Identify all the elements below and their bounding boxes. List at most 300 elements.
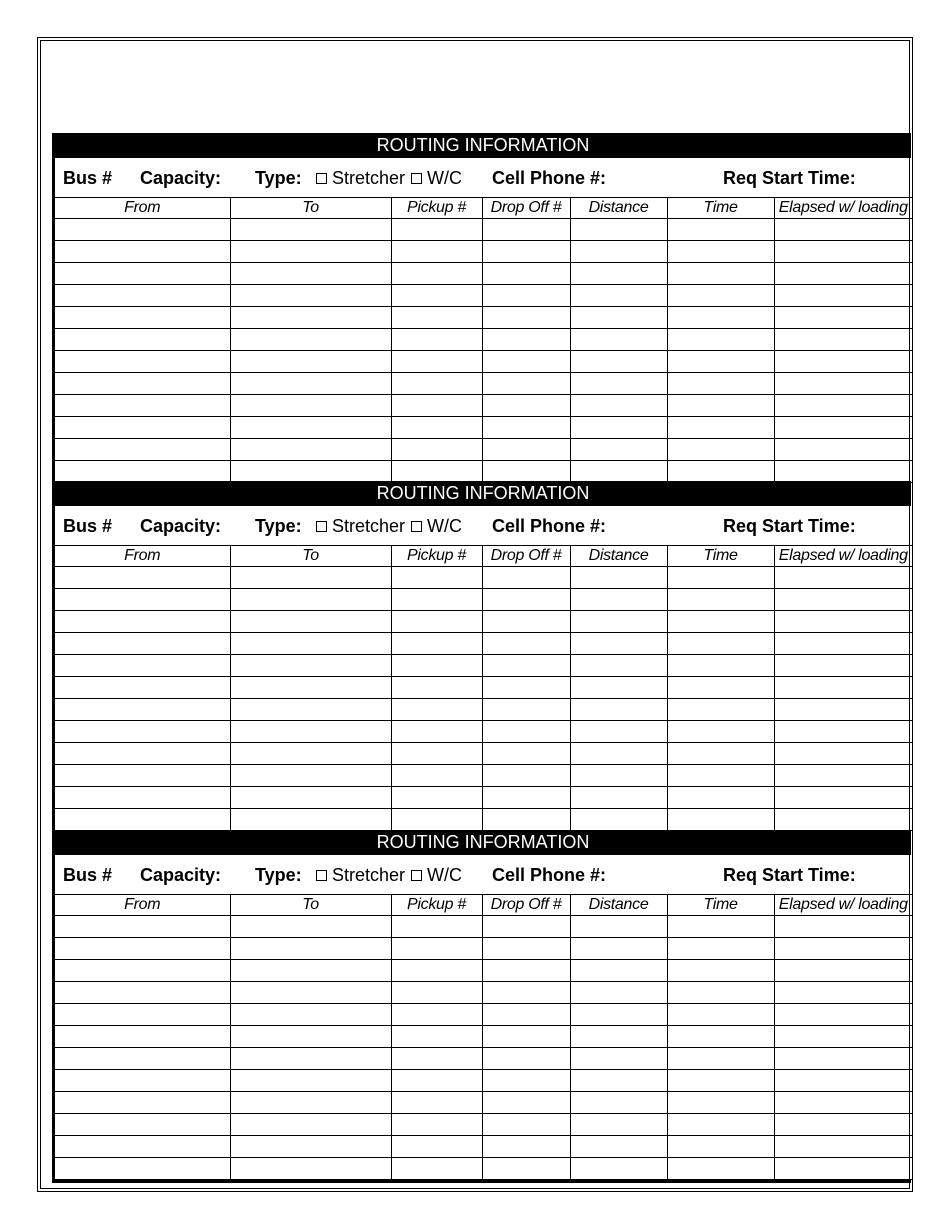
- section-banner: ROUTING INFORMATION: [55, 830, 911, 855]
- table-cell[interactable]: [55, 417, 230, 439]
- table-cell[interactable]: [774, 1026, 912, 1048]
- table-cell[interactable]: [570, 589, 667, 611]
- table-cell[interactable]: [230, 219, 391, 241]
- table-row: [55, 439, 912, 461]
- table-cell[interactable]: [570, 633, 667, 655]
- time-col-header: Time: [667, 546, 774, 567]
- table-cell[interactable]: [667, 1092, 774, 1114]
- table-cell[interactable]: [391, 373, 482, 395]
- table-cell[interactable]: [667, 765, 774, 787]
- table-cell[interactable]: [230, 611, 391, 633]
- stretcher-option-label: Stretcher: [332, 865, 406, 885]
- table-cell[interactable]: [667, 373, 774, 395]
- table-cell[interactable]: [570, 285, 667, 307]
- table-cell[interactable]: [391, 567, 482, 589]
- table-cell[interactable]: [230, 633, 391, 655]
- from-col-header: From: [55, 546, 230, 567]
- table-cell[interactable]: [667, 916, 774, 938]
- stretcher-checkbox[interactable]: [316, 173, 327, 184]
- table-cell[interactable]: [667, 589, 774, 611]
- section-banner: ROUTING INFORMATION: [55, 481, 911, 506]
- table-cell[interactable]: [391, 809, 482, 831]
- table-cell[interactable]: [391, 916, 482, 938]
- table-cell[interactable]: [570, 809, 667, 831]
- table-cell[interactable]: [570, 916, 667, 938]
- type-options: [315, 516, 462, 536]
- table-cell[interactable]: [482, 787, 570, 809]
- table-cell[interactable]: [774, 916, 912, 938]
- table-cell[interactable]: [230, 589, 391, 611]
- table-cell[interactable]: [55, 677, 230, 699]
- table-row: [55, 417, 912, 439]
- table-cell[interactable]: [667, 329, 774, 351]
- table-cell[interactable]: [391, 721, 482, 743]
- table-cell[interactable]: [230, 916, 391, 938]
- table-cell[interactable]: [667, 417, 774, 439]
- table-cell[interactable]: [774, 219, 912, 241]
- table-cell[interactable]: [391, 633, 482, 655]
- table-cell[interactable]: [570, 1114, 667, 1136]
- table-cell[interactable]: [55, 611, 230, 633]
- table-cell[interactable]: [570, 351, 667, 373]
- table-cell[interactable]: [391, 219, 482, 241]
- table-row: [55, 1092, 912, 1114]
- table-cell[interactable]: [482, 285, 570, 307]
- table-row: [55, 938, 912, 960]
- table-cell[interactable]: [667, 351, 774, 373]
- table-cell[interactable]: [482, 938, 570, 960]
- table-cell[interactable]: [667, 787, 774, 809]
- table-cell[interactable]: [391, 1070, 482, 1092]
- table-row: [55, 1048, 912, 1070]
- table-cell[interactable]: [667, 699, 774, 721]
- table-cell[interactable]: [55, 699, 230, 721]
- table-cell[interactable]: [55, 916, 230, 938]
- table-cell[interactable]: [482, 1048, 570, 1070]
- table-row: [55, 589, 912, 611]
- table-cell[interactable]: [570, 1026, 667, 1048]
- table-cell[interactable]: [667, 1070, 774, 1092]
- table-cell[interactable]: [570, 938, 667, 960]
- table-cell[interactable]: [230, 373, 391, 395]
- table-cell[interactable]: [55, 721, 230, 743]
- table-cell[interactable]: [570, 1004, 667, 1026]
- table-cell[interactable]: [570, 1070, 667, 1092]
- table-cell[interactable]: [570, 461, 667, 483]
- table-cell[interactable]: [482, 743, 570, 765]
- table-cell[interactable]: [391, 655, 482, 677]
- wc-checkbox[interactable]: [411, 870, 422, 881]
- table-cell[interactable]: [55, 439, 230, 461]
- table-cell[interactable]: [482, 1004, 570, 1026]
- table-row: [55, 373, 912, 395]
- table-cell[interactable]: [667, 285, 774, 307]
- time-col-header: Time: [667, 895, 774, 916]
- table-cell[interactable]: [55, 938, 230, 960]
- routing-table: [55, 545, 912, 831]
- table-cell[interactable]: [391, 285, 482, 307]
- table-cell[interactable]: [230, 765, 391, 787]
- table-row: [55, 329, 912, 351]
- table-cell[interactable]: [570, 219, 667, 241]
- table-cell[interactable]: [570, 743, 667, 765]
- table-cell[interactable]: [55, 960, 230, 982]
- table-cell[interactable]: [391, 241, 482, 263]
- stretcher-checkbox[interactable]: [316, 870, 327, 881]
- table-cell[interactable]: [55, 373, 230, 395]
- table-cell[interactable]: [570, 699, 667, 721]
- table-cell[interactable]: [230, 395, 391, 417]
- table-cell[interactable]: [774, 1070, 912, 1092]
- table-cell[interactable]: [774, 285, 912, 307]
- table-cell[interactable]: [774, 960, 912, 982]
- table-cell[interactable]: [230, 938, 391, 960]
- table-cell[interactable]: [774, 351, 912, 373]
- table-cell[interactable]: [667, 439, 774, 461]
- table-cell[interactable]: [230, 329, 391, 351]
- table-row: [55, 916, 912, 938]
- table-cell[interactable]: [482, 461, 570, 483]
- table-row: [55, 219, 912, 241]
- table-cell[interactable]: [774, 787, 912, 809]
- table-cell[interactable]: [482, 611, 570, 633]
- table-cell[interactable]: [482, 307, 570, 329]
- table-cell[interactable]: [774, 439, 912, 461]
- table-cell[interactable]: [391, 329, 482, 351]
- table-cell[interactable]: [570, 373, 667, 395]
- table-cell[interactable]: [570, 1048, 667, 1070]
- table-cell[interactable]: [570, 567, 667, 589]
- table-cell[interactable]: [667, 743, 774, 765]
- table-cell[interactable]: [570, 395, 667, 417]
- table-cell[interactable]: [230, 461, 391, 483]
- table-cell[interactable]: [230, 1026, 391, 1048]
- table-cell[interactable]: [570, 263, 667, 285]
- table-cell[interactable]: [774, 1136, 912, 1158]
- table-cell[interactable]: [55, 1136, 230, 1158]
- table-cell[interactable]: [55, 743, 230, 765]
- to-col-header: To: [230, 198, 391, 219]
- table-cell[interactable]: [55, 329, 230, 351]
- table-row: [55, 285, 912, 307]
- table-cell[interactable]: [774, 611, 912, 633]
- table-cell[interactable]: [55, 787, 230, 809]
- table-cell[interactable]: [482, 809, 570, 831]
- table-cell[interactable]: [391, 1136, 482, 1158]
- bus-label: Bus #: [63, 516, 113, 536]
- table-cell[interactable]: [570, 787, 667, 809]
- table-cell[interactable]: [570, 655, 667, 677]
- table-row: [55, 263, 912, 285]
- table-cell[interactable]: [230, 787, 391, 809]
- table-cell[interactable]: [55, 633, 230, 655]
- wc-checkbox[interactable]: [411, 173, 422, 184]
- table-cell[interactable]: [667, 809, 774, 831]
- table-cell[interactable]: [230, 1114, 391, 1136]
- table-cell[interactable]: [667, 307, 774, 329]
- table-cell[interactable]: [667, 1026, 774, 1048]
- table-cell[interactable]: [774, 1048, 912, 1070]
- table-cell[interactable]: [482, 241, 570, 263]
- table-cell[interactable]: [774, 373, 912, 395]
- table-cell[interactable]: [391, 938, 482, 960]
- capacity-label: Capacity:: [140, 516, 222, 536]
- table-cell[interactable]: [774, 589, 912, 611]
- req-start-time-label: Req Start Time:: [723, 516, 856, 536]
- from-col-header: From: [55, 895, 230, 916]
- table-cell[interactable]: [391, 743, 482, 765]
- table-cell[interactable]: [55, 809, 230, 831]
- table-cell[interactable]: [391, 611, 482, 633]
- table-cell[interactable]: [774, 699, 912, 721]
- table-cell[interactable]: [55, 1070, 230, 1092]
- table-cell[interactable]: [774, 1092, 912, 1114]
- table-cell[interactable]: [570, 1158, 667, 1180]
- table-cell[interactable]: [230, 439, 391, 461]
- table-cell[interactable]: [230, 285, 391, 307]
- table-cell[interactable]: [482, 351, 570, 373]
- table-cell[interactable]: [391, 677, 482, 699]
- table-cell[interactable]: [230, 721, 391, 743]
- table-cell[interactable]: [391, 765, 482, 787]
- table-cell[interactable]: [774, 1004, 912, 1026]
- table-cell[interactable]: [55, 655, 230, 677]
- table-row: [55, 677, 912, 699]
- table-cell[interactable]: [482, 1070, 570, 1092]
- table-cell[interactable]: [55, 1092, 230, 1114]
- table-cell[interactable]: [774, 395, 912, 417]
- table-cell[interactable]: [667, 461, 774, 483]
- table-cell[interactable]: [482, 1114, 570, 1136]
- table-cell[interactable]: [482, 633, 570, 655]
- table-cell[interactable]: [230, 263, 391, 285]
- table-cell[interactable]: [230, 567, 391, 589]
- table-cell[interactable]: [230, 1158, 391, 1180]
- table-cell[interactable]: [667, 1048, 774, 1070]
- table-cell[interactable]: [230, 1092, 391, 1114]
- table-cell[interactable]: [482, 1026, 570, 1048]
- table-cell[interactable]: [570, 611, 667, 633]
- table-cell[interactable]: [570, 417, 667, 439]
- table-cell[interactable]: [230, 1048, 391, 1070]
- table-cell[interactable]: [230, 809, 391, 831]
- capacity-label: Capacity:: [140, 168, 222, 188]
- table-cell[interactable]: [230, 351, 391, 373]
- table-cell[interactable]: [667, 938, 774, 960]
- table-cell[interactable]: [391, 461, 482, 483]
- table-cell[interactable]: [667, 721, 774, 743]
- table-cell[interactable]: [667, 567, 774, 589]
- table-row: [55, 633, 912, 655]
- table-cell[interactable]: [391, 1026, 482, 1048]
- table-cell[interactable]: [774, 677, 912, 699]
- table-row: [55, 307, 912, 329]
- table-cell[interactable]: [570, 307, 667, 329]
- table-cell[interactable]: [774, 1158, 912, 1180]
- table-cell[interactable]: [391, 1114, 482, 1136]
- table-cell[interactable]: [391, 699, 482, 721]
- table-cell[interactable]: [774, 461, 912, 483]
- table-cell[interactable]: [482, 1092, 570, 1114]
- table-cell[interactable]: [482, 677, 570, 699]
- table-cell[interactable]: [391, 982, 482, 1004]
- table-cell[interactable]: [774, 329, 912, 351]
- table-cell[interactable]: [55, 461, 230, 483]
- table-cell[interactable]: [482, 721, 570, 743]
- table-cell[interactable]: [55, 241, 230, 263]
- table-cell[interactable]: [482, 373, 570, 395]
- table-cell[interactable]: [667, 611, 774, 633]
- table-cell[interactable]: [482, 916, 570, 938]
- routing-table: [55, 197, 912, 483]
- table-cell[interactable]: [774, 938, 912, 960]
- table-cell[interactable]: [774, 417, 912, 439]
- table-cell[interactable]: [570, 721, 667, 743]
- table-cell[interactable]: [391, 263, 482, 285]
- table-cell[interactable]: [391, 960, 482, 982]
- table-cell[interactable]: [391, 1004, 482, 1026]
- table-cell[interactable]: [55, 395, 230, 417]
- table-cell[interactable]: [570, 982, 667, 1004]
- table-row: [55, 1114, 912, 1136]
- table-cell[interactable]: [482, 329, 570, 351]
- table-cell[interactable]: [774, 765, 912, 787]
- table-cell[interactable]: [55, 1158, 230, 1180]
- table-cell[interactable]: [667, 677, 774, 699]
- table-cell[interactable]: [570, 765, 667, 787]
- table-cell[interactable]: [55, 219, 230, 241]
- table-cell[interactable]: [667, 395, 774, 417]
- pickup-col-header: Pickup #: [391, 198, 482, 219]
- table-cell[interactable]: [774, 982, 912, 1004]
- table-cell[interactable]: [667, 1158, 774, 1180]
- table-cell[interactable]: [55, 1048, 230, 1070]
- table-cell[interactable]: [570, 1092, 667, 1114]
- table-cell[interactable]: [667, 655, 774, 677]
- table-cell[interactable]: [55, 351, 230, 373]
- table-cell[interactable]: [774, 241, 912, 263]
- table-cell[interactable]: [230, 982, 391, 1004]
- table-cell[interactable]: [482, 1136, 570, 1158]
- table-cell[interactable]: [230, 655, 391, 677]
- table-cell[interactable]: [55, 1004, 230, 1026]
- table-cell[interactable]: [570, 1136, 667, 1158]
- table-cell[interactable]: [391, 1048, 482, 1070]
- wc-checkbox[interactable]: [411, 521, 422, 532]
- table-cell[interactable]: [391, 395, 482, 417]
- table-cell[interactable]: [391, 1092, 482, 1114]
- table-cell[interactable]: [230, 677, 391, 699]
- table-cell[interactable]: [482, 1158, 570, 1180]
- table-cell[interactable]: [391, 589, 482, 611]
- table-cell[interactable]: [570, 960, 667, 982]
- table-cell[interactable]: [774, 655, 912, 677]
- bus-label: Bus #: [63, 168, 113, 188]
- table-cell[interactable]: [774, 1114, 912, 1136]
- table-cell[interactable]: [774, 721, 912, 743]
- table-cell[interactable]: [482, 765, 570, 787]
- table-row: [55, 567, 912, 589]
- table-cell[interactable]: [55, 982, 230, 1004]
- req-start-time-label: Req Start Time:: [723, 865, 856, 885]
- table-cell[interactable]: [482, 982, 570, 1004]
- table-cell[interactable]: [55, 1114, 230, 1136]
- table-cell[interactable]: [391, 351, 482, 373]
- wc-option-label: W/C: [427, 516, 463, 536]
- table-cell[interactable]: [482, 960, 570, 982]
- distance-col-header: Distance: [570, 895, 667, 916]
- table-cell[interactable]: [774, 263, 912, 285]
- table-cell[interactable]: [570, 677, 667, 699]
- table-cell[interactable]: [55, 263, 230, 285]
- elapsed-col-header: Elapsed w/ loading: [774, 546, 912, 567]
- table-cell[interactable]: [570, 329, 667, 351]
- table-cell[interactable]: [230, 417, 391, 439]
- table-cell[interactable]: [230, 699, 391, 721]
- table-cell[interactable]: [482, 395, 570, 417]
- table-cell[interactable]: [667, 219, 774, 241]
- table-cell[interactable]: [774, 633, 912, 655]
- table-cell[interactable]: [391, 417, 482, 439]
- table-cell[interactable]: [482, 655, 570, 677]
- table-row: [55, 765, 912, 787]
- table-cell[interactable]: [482, 589, 570, 611]
- table-cell[interactable]: [482, 417, 570, 439]
- table-cell[interactable]: [667, 263, 774, 285]
- table-cell[interactable]: [391, 1158, 482, 1180]
- table-row: [55, 721, 912, 743]
- table-cell[interactable]: [570, 241, 667, 263]
- table-cell[interactable]: [667, 1114, 774, 1136]
- table-cell[interactable]: [55, 307, 230, 329]
- table-cell[interactable]: [667, 633, 774, 655]
- table-cell[interactable]: [482, 567, 570, 589]
- table-cell[interactable]: [55, 765, 230, 787]
- table-cell[interactable]: [667, 960, 774, 982]
- table-cell[interactable]: [774, 567, 912, 589]
- table-cell[interactable]: [570, 439, 667, 461]
- table-cell[interactable]: [230, 1004, 391, 1026]
- table-cell[interactable]: [774, 743, 912, 765]
- table-cell[interactable]: [230, 241, 391, 263]
- table-cell[interactable]: [230, 1136, 391, 1158]
- table-cell[interactable]: [667, 982, 774, 1004]
- table-row: [55, 960, 912, 982]
- type-label: Type:: [255, 168, 302, 188]
- table-cell[interactable]: [667, 241, 774, 263]
- table-cell[interactable]: [482, 699, 570, 721]
- table-cell[interactable]: [55, 567, 230, 589]
- table-cell[interactable]: [667, 1004, 774, 1026]
- table-cell[interactable]: [391, 787, 482, 809]
- table-cell[interactable]: [482, 219, 570, 241]
- table-cell[interactable]: [230, 743, 391, 765]
- table-cell[interactable]: [230, 307, 391, 329]
- table-cell[interactable]: [667, 1136, 774, 1158]
- table-cell[interactable]: [482, 263, 570, 285]
- table-cell[interactable]: [391, 307, 482, 329]
- table-cell[interactable]: [774, 809, 912, 831]
- table-cell[interactable]: [55, 1026, 230, 1048]
- table-cell[interactable]: [391, 439, 482, 461]
- table-cell[interactable]: [230, 960, 391, 982]
- table-cell[interactable]: [55, 285, 230, 307]
- stretcher-checkbox[interactable]: [316, 521, 327, 532]
- table-cell[interactable]: [482, 439, 570, 461]
- table-cell[interactable]: [55, 589, 230, 611]
- table-cell[interactable]: [774, 307, 912, 329]
- table-cell[interactable]: [230, 1070, 391, 1092]
